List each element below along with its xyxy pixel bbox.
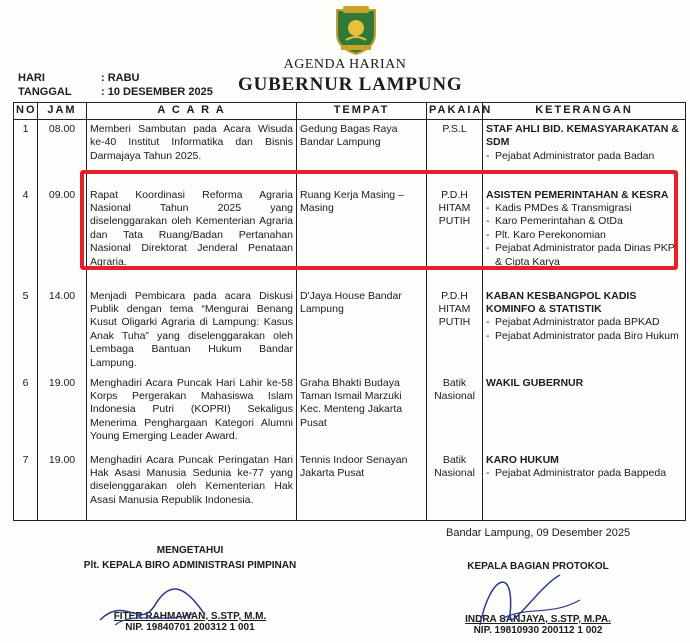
row-keterangan — [483, 451, 686, 521]
row-jam: 14.00 — [38, 287, 87, 374]
ket-title: WAKIL GUBERNUR — [486, 376, 584, 389]
row-tempat: Tennis Indoor Senayan Jakarta Pusat — [297, 451, 427, 521]
date-label: TANGGAL — [18, 86, 72, 98]
ket-item: - Pejabat Administrator pada Dinas PKP & Cipta Karya — [486, 242, 682, 269]
left-heading: MENGETAHUI — [156, 545, 224, 556]
row-keterangan — [483, 374, 686, 451]
row-pakaian: Batik Nasional — [427, 374, 483, 451]
row-acara: Memberi Sambutan pada Acara Wisuda ke-40 Institut Informatika dan Bisnis Darmajaya Tahun 2025. — [87, 120, 297, 186]
table-row — [14, 287, 686, 374]
row-acara: Menjadi Pembicara pada acara Diskusi Publik dengan tema “Mengurai Benang Kusut Oligarki Agraria di Lampung: Kasus Anak Tuha” yang diselenggarakan oleh Lembaga Bantuan Hukum Bandar Lampung. — [87, 287, 297, 374]
row-pakaian: Batik Nasional — [427, 451, 483, 521]
left-nip: NIP. 19840701 200312 1 001 — [125, 622, 255, 633]
header-pakaian: PAKAIAN — [427, 103, 483, 120]
table-row — [14, 451, 686, 521]
left-signature-icon — [95, 575, 215, 635]
row-jam: 09.00 — [38, 186, 87, 287]
day-label: HARI — [18, 72, 45, 84]
row-acara: Rapat Koordinasi Reforma Agraria Nasional Tahun 2025 yang diselenggarakan oleh Kementerian Agraria dan Tata Ruang/Badan Pertanahan Nasional Direktorat Jenderal Penataan Agraria. — [87, 186, 297, 287]
day-value: : RABU — [101, 72, 140, 84]
right-role: KEPALA BAGIAN PROTOKOL — [467, 561, 609, 572]
ket-title: STAF AHLI BID. KEMASYARAKATAN & SDM — [486, 123, 679, 149]
agenda-title: AGENDA HARIAN — [283, 57, 407, 72]
row-jam: 19.00 — [38, 374, 87, 451]
ket-item: - Pejabat Administrator pada Biro Hukum — [486, 330, 682, 343]
row-no: 4 — [14, 186, 38, 287]
row-pakaian: P.S.L — [427, 120, 483, 186]
row-tempat: D'Jaya House Bandar Lampung — [297, 287, 427, 374]
row-acara: Menghadiri Acara Puncak Peringatan Hari Hak Asasi Manusia Sedunia ke-77 yang diselenggarakan oleh Kementerian Hak Asasi Manusia Republik Indonesia. — [87, 451, 297, 521]
agenda-table — [13, 102, 686, 521]
right-name: INDRA SANJAYA, S.STP, M.PA. — [465, 614, 611, 625]
left-role: Plt. KEPALA BIRO ADMINISTRASI PIMPINAN — [83, 560, 297, 571]
row-jam: 08.00 — [38, 120, 87, 186]
governor-title: GUBERNUR LAMPUNG — [238, 74, 463, 95]
ket-title: KABAN KESBANGPOL KADIS KOMINFO & STATISTIK — [486, 289, 637, 315]
row-no: 6 — [14, 374, 38, 451]
ket-item: - Plt. Karo Perekonomian — [486, 229, 682, 242]
highlight-box — [80, 170, 678, 270]
place-date: Bandar Lampung, 09 Desember 2025 — [446, 527, 631, 539]
table-row — [14, 374, 686, 451]
header-tempat: TEMPAT — [297, 103, 427, 120]
row-no: 7 — [14, 451, 38, 521]
header-no: NO — [14, 103, 38, 120]
left-name: FITER RAHMAWAN, S.STP, M.M. — [113, 611, 267, 622]
ket-item: - Kadis PMDes & Transmigrasi — [486, 202, 682, 215]
date-value: : 10 DESEMBER 2025 — [101, 86, 213, 98]
row-keterangan — [483, 287, 686, 374]
ket-item: - Pejabat Administrator pada BPKAD — [486, 316, 682, 329]
row-tempat: Gedung Bagas Raya Bandar Lampung — [297, 120, 427, 186]
ket-item: - Pejabat Administrator pada Badan — [486, 150, 682, 163]
row-no: 5 — [14, 287, 38, 374]
row-acara: Menghadiri Acara Puncak Hari Lahir ke-58 Korps Pergerakan Mahasiswa Islam Indonesia Putri (KOPRI) Sekaligus Menerima Penghargaan Kategori Alumni Young Emerging Leader Award. — [87, 374, 297, 451]
ket-title: KARO HUKUM — [486, 453, 559, 466]
row-pakaian: P.D.H HITAM PUTIH — [427, 186, 483, 287]
table-header-row — [14, 103, 686, 120]
row-tempat: Graha Bhakti Budaya Taman Ismail Marzuki Kec. Menteng Jakarta Pusat — [297, 374, 427, 451]
row-pakaian: P.D.H HITAM PUTIH — [427, 287, 483, 374]
ket-title: ASISTEN PEMERINTAHAN & KESRA — [486, 188, 669, 201]
row-no: 1 — [14, 120, 38, 186]
header-acara: A C A R A — [87, 103, 297, 120]
row-jam: 19.00 — [38, 451, 87, 521]
ket-item: - Karo Pemerintahan & OtDa — [486, 215, 682, 228]
right-signature-icon — [470, 555, 590, 640]
header-keterangan: KETERANGAN — [483, 103, 686, 120]
row-tempat: Ruang Kerja Masing – Masing — [297, 186, 427, 287]
lampung-emblem-icon — [333, 4, 379, 56]
header-jam: JAM — [38, 103, 87, 120]
right-nip: NIP. 19810930 200112 1 002 — [473, 625, 603, 636]
ket-item: - Pejabat Administrator pada Bappeda — [486, 467, 682, 480]
